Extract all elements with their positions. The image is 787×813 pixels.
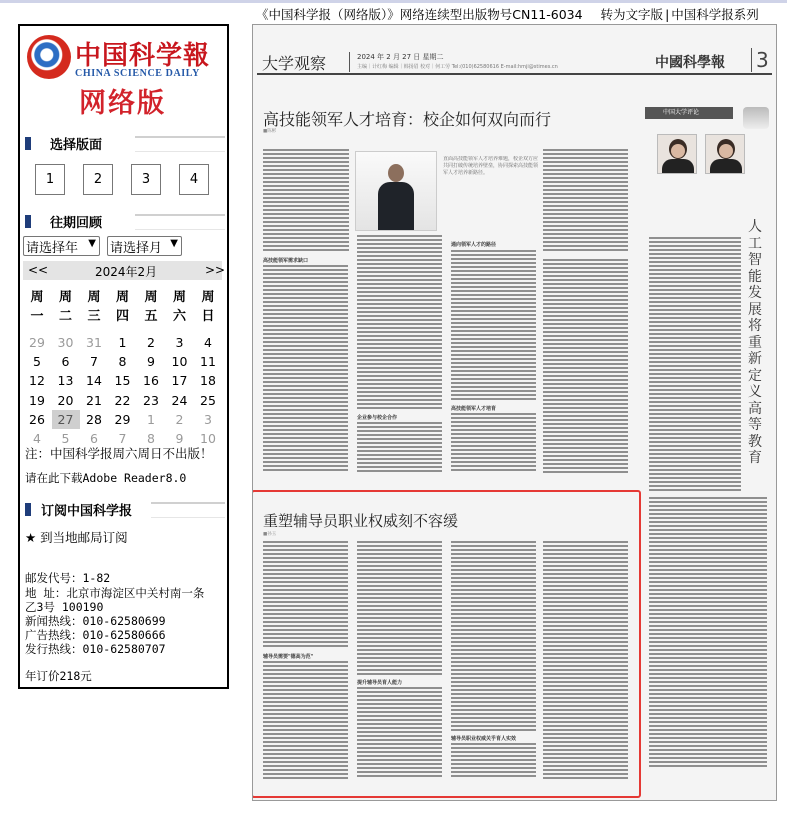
text-version-link[interactable]: 转为文字版 bbox=[600, 7, 664, 22]
calendar-day[interactable]: 25 bbox=[200, 392, 216, 408]
masthead: 中國科學報 bbox=[655, 55, 725, 71]
calendar-day[interactable]: 17 bbox=[171, 373, 188, 389]
select-page-header bbox=[23, 130, 226, 152]
publication-title: 《中国科学报（网络版）》网络连续型出版物号CN11-6034 bbox=[256, 7, 583, 22]
calendar-day[interactable]: 28 bbox=[86, 411, 102, 427]
calendar-day[interactable]: 3 bbox=[204, 411, 212, 427]
archive-title: 往期回顾 bbox=[50, 216, 103, 231]
article-text-block bbox=[263, 149, 349, 253]
article-text-block bbox=[451, 413, 536, 473]
archive-header bbox=[23, 208, 226, 230]
page-number: 3 bbox=[751, 48, 769, 72]
section-marker-icon bbox=[25, 137, 31, 150]
calendar-day[interactable]: 5 bbox=[61, 431, 70, 446]
calendar-day[interactable]: 23 bbox=[143, 392, 159, 408]
article-text-block bbox=[357, 422, 442, 473]
section-rule bbox=[151, 502, 225, 518]
section-rule bbox=[135, 214, 225, 230]
calendar-day[interactable]: 19 bbox=[29, 392, 45, 408]
weekday-label: 周 bbox=[144, 290, 158, 305]
address-line-2: 乙3号 100190 bbox=[25, 600, 104, 614]
calendar-day[interactable]: 2 bbox=[175, 411, 184, 427]
year-select[interactable] bbox=[23, 236, 100, 256]
year-select-value: 请选择年 bbox=[26, 241, 79, 256]
section-rule bbox=[135, 136, 225, 152]
article-text-block bbox=[543, 149, 628, 253]
article-text-block bbox=[357, 541, 442, 675]
article-text-block bbox=[649, 237, 741, 493]
page-header bbox=[257, 49, 772, 75]
calendar-day[interactable]: 12 bbox=[29, 373, 45, 389]
speaker-photo bbox=[355, 151, 437, 231]
article-text-block bbox=[451, 541, 536, 731]
address-line-1: 地 址：北京市海淀区中关村南一条 bbox=[25, 586, 205, 600]
news-hotline: 新闻热线：010-62580699 bbox=[25, 614, 166, 628]
calendar-day[interactable]: 29 bbox=[114, 411, 131, 427]
article-text-block bbox=[451, 250, 536, 402]
forum-vertical-title: 人工智能发展将重新定义高等教育 bbox=[748, 219, 762, 466]
logo-web-edition: 网络版 bbox=[79, 88, 166, 119]
select-page-title: 选择版面 bbox=[50, 138, 103, 153]
distribution-hotline: 发行热线：010-62580707 bbox=[25, 642, 166, 656]
article-text-block bbox=[263, 265, 348, 473]
editor-credits: 主编｜计红梅 编辑｜韩扬眉 校对｜何工劳 Tel:(010)62580616 E-mail:hmji@stimes.cn bbox=[357, 64, 558, 70]
weekday-label: 周 bbox=[201, 290, 215, 305]
chevron-down-icon: ▼ bbox=[170, 238, 178, 249]
next-month-button[interactable]: >> bbox=[205, 263, 226, 277]
section-marker-icon bbox=[25, 215, 31, 228]
calendar-day[interactable]: 4 bbox=[204, 335, 212, 350]
calendar-day[interactable]: 9 bbox=[147, 354, 155, 370]
logo-chinese-name: 中国科学報 bbox=[75, 41, 211, 71]
weekday-label: 周 bbox=[58, 290, 72, 305]
postal-code: 邮发代号：1-82 bbox=[25, 571, 111, 585]
calendar-day[interactable]: 18 bbox=[200, 373, 216, 389]
post-office-link[interactable]: ★ 到当地邮局订阅 bbox=[25, 530, 128, 545]
calendar-day[interactable]: 10 bbox=[171, 354, 188, 370]
article-text-block bbox=[451, 743, 536, 779]
calendar-day[interactable]: 29 bbox=[29, 335, 45, 350]
logo-emblem-icon bbox=[27, 35, 71, 79]
adobe-reader-link[interactable]: 请在此下载Adobe Reader8.0 bbox=[25, 471, 187, 485]
photo-caption-quote: 直面高技能领军人才培养难题，校企双方应共同打破传统培养壁垒，协同探索高技能领军人才培养新路径。 bbox=[443, 156, 539, 176]
logo[interactable] bbox=[23, 29, 226, 119]
calendar-day[interactable]: 6 bbox=[90, 431, 98, 446]
column-name: 大学观察 bbox=[262, 54, 327, 73]
page-button-2[interactable]: 2 bbox=[83, 164, 113, 195]
forum-column[interactable] bbox=[645, 107, 772, 777]
subscribe-title: 订阅中国科学报 bbox=[41, 504, 133, 519]
weekday-label: 二 bbox=[58, 309, 72, 324]
month-select[interactable] bbox=[107, 236, 182, 256]
subheading: 企业参与校企合作 bbox=[357, 415, 398, 421]
page-button-3[interactable]: 3 bbox=[131, 164, 161, 195]
calendar-day[interactable]: 6 bbox=[61, 354, 70, 370]
weekday-label: 四 bbox=[115, 309, 129, 324]
weekday-label: 周 bbox=[115, 290, 129, 305]
weekday-label: 六 bbox=[172, 309, 186, 324]
calendar-day[interactable]: 8 bbox=[147, 431, 155, 446]
calendar-day[interactable]: 14 bbox=[86, 373, 102, 389]
calendar-day[interactable]: 15 bbox=[114, 373, 131, 389]
calendar-day[interactable]: 21 bbox=[86, 392, 102, 408]
calendar-day[interactable]: 24 bbox=[171, 392, 188, 408]
calendar-day[interactable]: 27 bbox=[52, 410, 80, 429]
top-links-bar bbox=[256, 5, 759, 23]
calendar-day[interactable]: 31 bbox=[86, 335, 102, 350]
page-button-1[interactable]: 1 bbox=[35, 164, 65, 195]
ad-hotline: 广告热线：010-62580666 bbox=[25, 628, 166, 642]
article-headline-2[interactable]: 重塑辅导员职业权威刻不容缓 bbox=[263, 512, 459, 530]
calendar-day[interactable]: 22 bbox=[114, 392, 131, 408]
subheading: 提升辅导员育人能力 bbox=[357, 680, 403, 686]
calendar-day[interactable]: 16 bbox=[143, 373, 159, 389]
subheading: 高技能领军人才培育 bbox=[451, 406, 497, 412]
article-byline-1: ■陈彬 bbox=[263, 129, 277, 134]
calendar-day[interactable]: 8 bbox=[118, 354, 127, 370]
annual-price: 年订价218元 bbox=[25, 669, 92, 683]
forum-label: 中国大学评论 bbox=[645, 107, 733, 119]
series-link[interactable]: 中国科学报系列 bbox=[671, 7, 759, 22]
article-text-block bbox=[543, 541, 628, 779]
calendar-day[interactable]: 9 bbox=[175, 431, 184, 446]
weekday-label: 五 bbox=[144, 309, 158, 324]
subheading: 通向领军人才的路径 bbox=[451, 242, 497, 248]
calendar-day[interactable]: 20 bbox=[57, 392, 74, 408]
section-marker-icon bbox=[25, 503, 31, 516]
calendar-day[interactable]: 10 bbox=[200, 431, 216, 446]
logo-english-name: CHINA SCIENCE DAILY bbox=[75, 68, 200, 79]
weekday-label: 周 bbox=[30, 290, 44, 305]
subheading: 辅导员职业权威关乎育人实效 bbox=[451, 736, 517, 742]
article-text-block bbox=[263, 541, 348, 649]
thinker-statue-icon bbox=[743, 107, 769, 129]
article-text-block bbox=[649, 497, 767, 769]
calendar-day[interactable]: 5 bbox=[33, 354, 41, 370]
article-text-block bbox=[357, 235, 442, 410]
weekday-label: 周 bbox=[172, 290, 186, 305]
subheading: 辅导员需要"德高为范" bbox=[263, 654, 314, 660]
calendar-month-label: 2024年2月 bbox=[95, 265, 158, 279]
article-text-block bbox=[263, 661, 348, 779]
article-text-block bbox=[357, 687, 442, 779]
calendar-day[interactable]: 11 bbox=[200, 354, 216, 370]
calendar-day[interactable]: 4 bbox=[33, 431, 41, 446]
month-select-value: 请选择月 bbox=[110, 241, 163, 256]
calendar-day[interactable]: 30 bbox=[57, 335, 74, 350]
calendar-header bbox=[23, 261, 226, 280]
weekday-label: 周 bbox=[87, 290, 101, 305]
link-divider: | bbox=[665, 7, 670, 22]
no-weekend-note: 注：中国科学报周六周日不出版！ bbox=[25, 446, 213, 461]
calendar-day[interactable]: 7 bbox=[90, 354, 98, 370]
issue-date: 2024 年 2 月 27 日 星期二 bbox=[357, 53, 444, 61]
page-button-4[interactable]: 4 bbox=[179, 164, 209, 195]
weekday-label: 一 bbox=[30, 309, 44, 324]
article-byline-2: ■孙玉 bbox=[263, 532, 277, 537]
calendar-day[interactable]: 7 bbox=[118, 431, 127, 446]
chevron-down-icon: ▼ bbox=[88, 238, 96, 249]
prev-month-button[interactable]: << bbox=[28, 263, 49, 277]
calendar-day[interactable]: 1 bbox=[118, 335, 127, 350]
weekday-label: 日 bbox=[201, 309, 215, 324]
top-divider bbox=[0, 0, 787, 3]
calendar-day[interactable]: 2 bbox=[147, 335, 155, 350]
calendar-day[interactable]: 1 bbox=[147, 411, 155, 427]
weekday-label: 三 bbox=[87, 309, 101, 324]
calendar-day[interactable]: 3 bbox=[175, 335, 184, 350]
newspaper-page-image[interactable] bbox=[252, 24, 777, 801]
sidebar bbox=[18, 24, 229, 689]
header-rule bbox=[349, 52, 350, 72]
calendar-day[interactable]: 13 bbox=[57, 373, 74, 389]
article-text-block bbox=[543, 259, 628, 473]
author-photo-2 bbox=[705, 134, 745, 174]
author-photo-1 bbox=[657, 134, 697, 174]
subheading: 高技能领军需求缺口 bbox=[263, 258, 309, 264]
calendar-day[interactable]: 26 bbox=[29, 411, 45, 427]
article-headline-1[interactable]: 高技能领军人才培育：校企如何双向而行 bbox=[263, 110, 552, 129]
subscribe-header bbox=[23, 496, 226, 518]
